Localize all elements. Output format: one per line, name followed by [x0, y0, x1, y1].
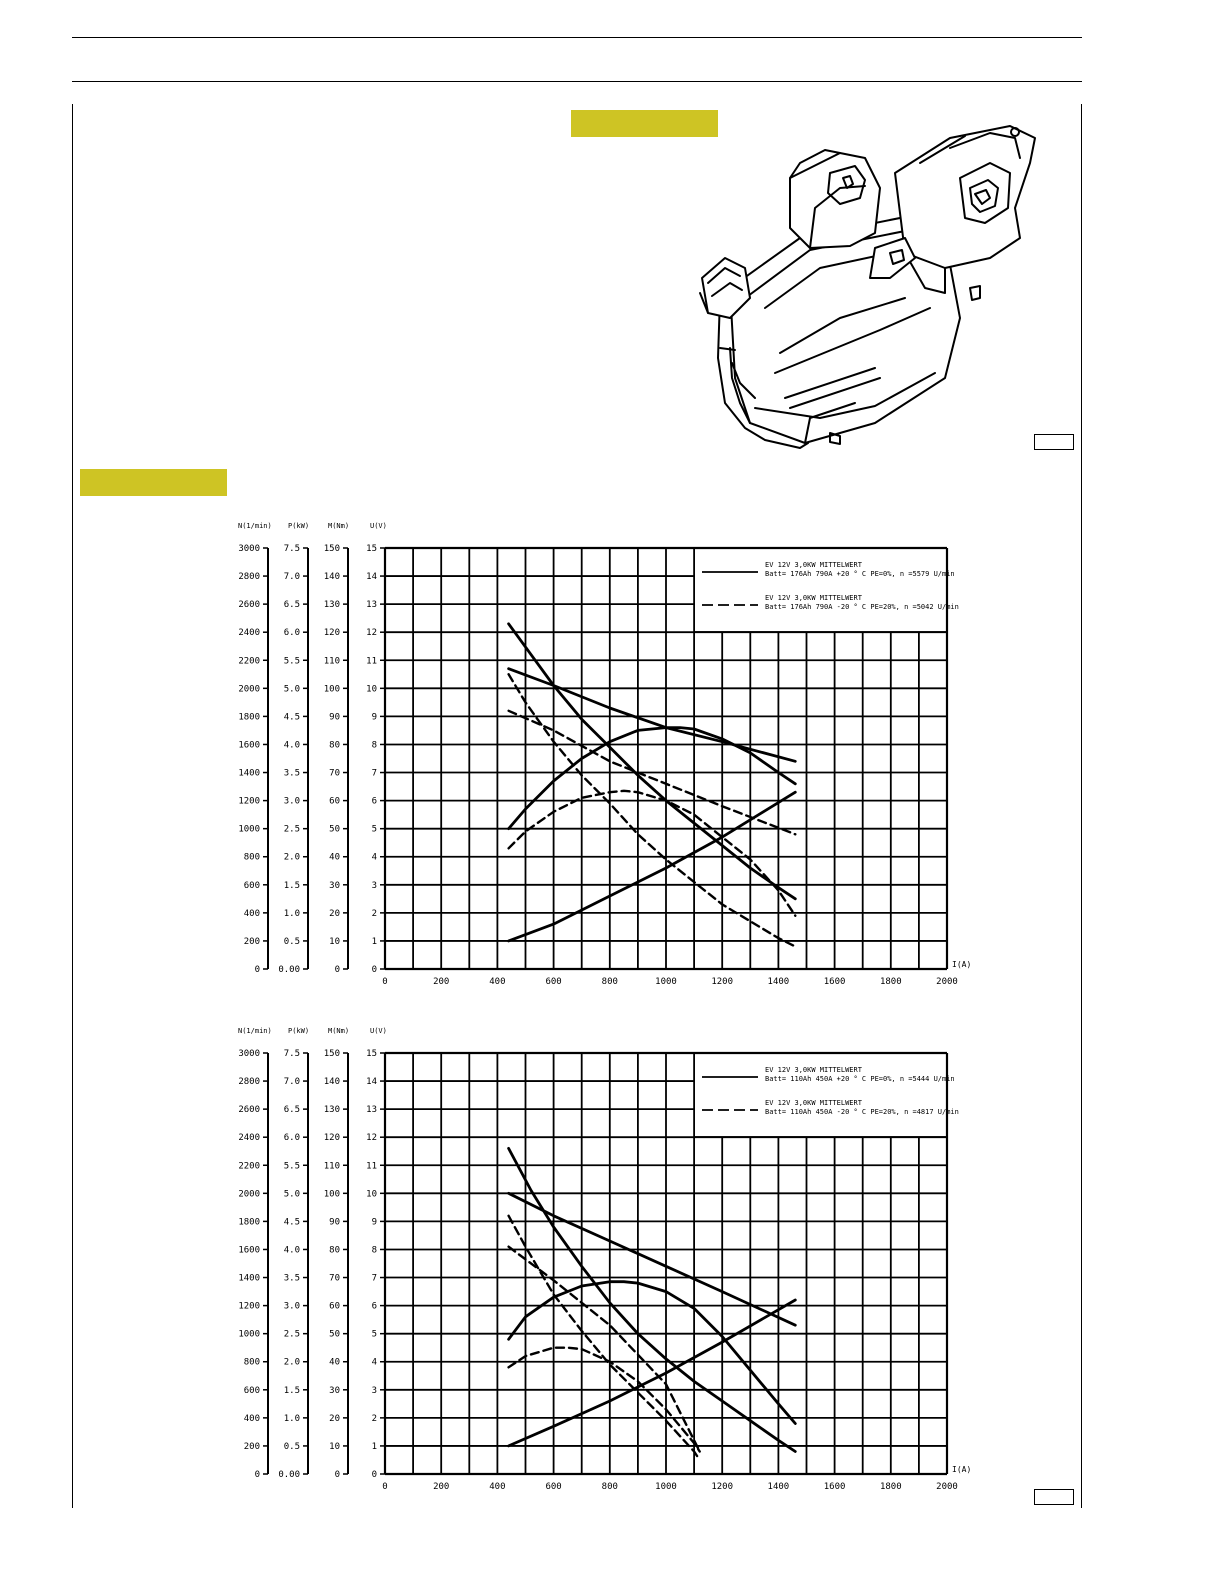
tick-label: 11: [366, 656, 377, 667]
tick-label: 10: [329, 1441, 340, 1452]
tick-label: 0: [254, 965, 260, 975]
tick-label: 150: [323, 544, 340, 554]
tick-label: 600: [243, 1385, 260, 1396]
tick-label: 10: [366, 1189, 377, 1200]
tick-label: 40: [329, 852, 340, 863]
series-curve-4: [509, 674, 796, 946]
tick-label: 7.0: [283, 1077, 300, 1088]
tick-label: 800: [243, 1357, 260, 1368]
tick-label: 1800: [238, 1217, 260, 1228]
tick-label: 2600: [238, 600, 260, 611]
header-rule-top: [72, 37, 1082, 38]
tick-label: 9: [371, 712, 377, 723]
axis-label-1: P(kW): [288, 522, 310, 530]
axis-label-0: N(1/min): [238, 522, 272, 530]
characteristic-chart-2: [220, 1020, 980, 1505]
page-border-right: [1081, 104, 1082, 1508]
tick-label: 5: [371, 824, 377, 835]
series-curve-2: [509, 1282, 796, 1424]
axis-label-2: M(Nm): [328, 1027, 350, 1035]
tick-label: 13: [366, 1105, 377, 1116]
tick-label: 3: [371, 880, 377, 891]
tick-label: 6.0: [283, 1133, 300, 1144]
tick-label: 6.5: [283, 600, 300, 611]
tick-label: 3000: [238, 544, 260, 554]
tick-label: 3: [371, 1385, 377, 1396]
tick-label: 2800: [238, 572, 260, 583]
tick-label: 70: [329, 1273, 340, 1284]
tick-label: 2600: [238, 1105, 260, 1116]
page-border-left: [72, 104, 73, 1508]
legend-title: EV 12V 3,0KW MITTELWERT: [765, 594, 862, 602]
tick-label: 1400: [238, 1273, 260, 1284]
figure-number-box-bottom: [1034, 1489, 1074, 1505]
tick-label: 0: [371, 965, 377, 975]
tick-label: 2200: [238, 656, 260, 667]
tick-label: 120: [323, 1133, 340, 1144]
tick-label: 80: [329, 740, 340, 751]
x-tick-label: 1400: [767, 1482, 790, 1492]
x-tick-label: 800: [601, 977, 618, 987]
x-tick-label: 1800: [879, 977, 902, 987]
tick-label: 800: [243, 852, 260, 863]
tick-label: 70: [329, 768, 340, 779]
tick-label: 11: [366, 1161, 377, 1172]
tick-label: 7.0: [283, 572, 300, 583]
tick-label: 2400: [238, 1133, 260, 1144]
tick-label: 1800: [238, 712, 260, 723]
tick-label: 0.5: [283, 936, 300, 947]
legend-title: EV 12V 3,0KW MITTELWERT: [765, 1066, 862, 1074]
tick-label: 7: [371, 768, 377, 779]
series-curve-4: [509, 1216, 700, 1460]
highlight-bar-left: [80, 469, 227, 496]
tick-label: 200: [243, 1441, 260, 1452]
x-tick-label: 800: [601, 1482, 618, 1492]
tick-label: 30: [329, 1385, 340, 1396]
tick-label: 80: [329, 1245, 340, 1256]
tick-label: 3.0: [283, 1301, 300, 1312]
tick-label: 1.0: [283, 908, 300, 919]
x-tick-label: 2000: [936, 1482, 958, 1492]
tick-label: 2000: [238, 1189, 260, 1200]
tick-label: 14: [366, 1077, 377, 1088]
tick-label: 7: [371, 1273, 377, 1284]
tick-label: 1600: [238, 740, 260, 751]
tick-label: 140: [323, 1077, 340, 1088]
tick-label: 4: [371, 852, 377, 863]
tick-label: 90: [329, 1217, 340, 1228]
tick-label: 1200: [238, 796, 260, 807]
tick-label: 13: [366, 600, 377, 611]
tick-label: 8: [371, 740, 377, 751]
legend-detail: Batt= 176Ah 790A -20 ° C PE=20%, n =5042 U/min: [765, 603, 959, 611]
legend-title: EV 12V 3,0KW MITTELWERT: [765, 561, 862, 569]
tick-label: 4.0: [283, 740, 300, 751]
tick-label: 2400: [238, 628, 260, 639]
tick-label: 6: [371, 796, 377, 807]
tick-label: 0.00: [278, 1470, 300, 1480]
tick-label: 4: [371, 1357, 377, 1368]
tick-label: 0: [334, 1470, 340, 1480]
tick-label: 2000: [238, 684, 260, 695]
tick-label: 2.5: [283, 824, 300, 835]
x-tick-label: 1000: [655, 977, 677, 987]
tick-label: 2.5: [283, 1329, 300, 1340]
tick-label: 600: [243, 880, 260, 891]
x-tick-label: 0: [382, 977, 388, 987]
tick-label: 3.0: [283, 796, 300, 807]
tick-label: 15: [366, 544, 377, 554]
x-tick-label: 400: [489, 977, 506, 987]
x-tick-label: 1600: [823, 1482, 846, 1492]
legend-detail: Batt= 110Ah 450A -20 ° C PE=20%, n =4817 U/min: [765, 1108, 959, 1116]
tick-label: 2.0: [283, 1357, 300, 1368]
legend-detail: Batt= 110Ah 450A +20 ° C PE=0%, n =5444 U/min: [765, 1075, 955, 1083]
x-axis-label: I(A): [952, 1465, 972, 1474]
tick-label: 3.5: [283, 768, 300, 779]
tick-label: 1600: [238, 1245, 260, 1256]
legend-detail: Batt= 176Ah 790A +20 ° C PE=0%, n =5579 U/min: [765, 570, 955, 578]
x-tick-label: 400: [489, 1482, 506, 1492]
header-rule-bottom: [72, 81, 1082, 82]
tick-label: 90: [329, 712, 340, 723]
tick-label: 0.00: [278, 965, 300, 975]
tick-label: 12: [366, 628, 377, 639]
tick-label: 6.0: [283, 628, 300, 639]
tick-label: 3.5: [283, 1273, 300, 1284]
x-tick-label: 200: [433, 977, 450, 987]
tick-label: 60: [329, 1301, 340, 1312]
tick-label: 40: [329, 1357, 340, 1368]
x-tick-label: 2000: [936, 977, 958, 987]
tick-label: 5.5: [283, 1161, 300, 1172]
x-tick-label: 200: [433, 1482, 450, 1492]
tick-label: 130: [323, 1105, 340, 1116]
tick-label: 2800: [238, 1077, 260, 1088]
tick-label: 7.5: [283, 1049, 300, 1059]
x-axis-label: I(A): [952, 960, 972, 969]
tick-label: 400: [243, 908, 260, 919]
tick-label: 5.0: [283, 684, 300, 695]
tick-label: 12: [366, 1133, 377, 1144]
tick-label: 1200: [238, 1301, 260, 1312]
tick-label: 20: [329, 908, 340, 919]
series-curve-6: [509, 791, 796, 916]
tick-label: 130: [323, 600, 340, 611]
tick-label: 150: [323, 1049, 340, 1059]
tick-label: 200: [243, 936, 260, 947]
tick-label: 4.5: [283, 712, 300, 723]
tick-label: 10: [329, 936, 340, 947]
axis-label-3: U(V): [370, 522, 387, 530]
tick-label: 15: [366, 1049, 377, 1059]
tick-label: 8: [371, 1245, 377, 1256]
legend-title: EV 12V 3,0KW MITTELWERT: [765, 1099, 862, 1107]
tick-label: 14: [366, 572, 377, 583]
tick-label: 6: [371, 1301, 377, 1312]
tick-label: 400: [243, 1413, 260, 1424]
tick-label: 5.5: [283, 656, 300, 667]
tick-label: 0: [254, 1470, 260, 1480]
axis-label-0: N(1/min): [238, 1027, 272, 1035]
tick-label: 7.5: [283, 544, 300, 554]
x-tick-label: 1200: [711, 1482, 734, 1492]
tick-label: 1: [371, 936, 377, 947]
tick-label: 1000: [238, 824, 260, 835]
x-tick-label: 1000: [655, 1482, 677, 1492]
tick-label: 100: [323, 1189, 340, 1200]
tick-label: 2: [371, 1413, 377, 1424]
tick-label: 1000: [238, 1329, 260, 1340]
x-tick-label: 1800: [879, 1482, 902, 1492]
tick-label: 9: [371, 1217, 377, 1228]
axis-label-2: M(Nm): [328, 522, 350, 530]
tick-label: 0: [334, 965, 340, 975]
tick-label: 50: [329, 1329, 340, 1340]
tick-label: 2200: [238, 1161, 260, 1172]
tick-label: 1400: [238, 768, 260, 779]
x-tick-label: 1400: [767, 977, 790, 987]
tick-label: 3000: [238, 1049, 260, 1059]
tick-label: 2.0: [283, 852, 300, 863]
tick-label: 140: [323, 572, 340, 583]
tick-label: 20: [329, 1413, 340, 1424]
tick-label: 1: [371, 1441, 377, 1452]
axis-label-1: P(kW): [288, 1027, 310, 1035]
characteristic-chart-1: [220, 515, 980, 1000]
tick-label: 5: [371, 1329, 377, 1340]
starter-motor-illustration: [690, 118, 1060, 458]
tick-label: 2: [371, 908, 377, 919]
tick-label: 4.0: [283, 1245, 300, 1256]
tick-label: 1.5: [283, 1385, 300, 1396]
x-tick-label: 600: [545, 977, 562, 987]
tick-label: 100: [323, 684, 340, 695]
tick-label: 0.5: [283, 1441, 300, 1452]
tick-label: 1.5: [283, 880, 300, 891]
tick-label: 30: [329, 880, 340, 891]
tick-label: 1.0: [283, 1413, 300, 1424]
x-tick-label: 0: [382, 1482, 388, 1492]
tick-label: 50: [329, 824, 340, 835]
x-tick-label: 1200: [711, 977, 734, 987]
tick-label: 10: [366, 684, 377, 695]
x-tick-label: 1600: [823, 977, 846, 987]
x-tick-label: 600: [545, 1482, 562, 1492]
tick-label: 6.5: [283, 1105, 300, 1116]
tick-label: 4.5: [283, 1217, 300, 1228]
tick-label: 5.0: [283, 1189, 300, 1200]
tick-label: 0: [371, 1470, 377, 1480]
tick-label: 60: [329, 796, 340, 807]
tick-label: 120: [323, 628, 340, 639]
tick-label: 110: [323, 1161, 340, 1172]
axis-label-3: U(V): [370, 1027, 387, 1035]
tick-label: 110: [323, 656, 340, 667]
